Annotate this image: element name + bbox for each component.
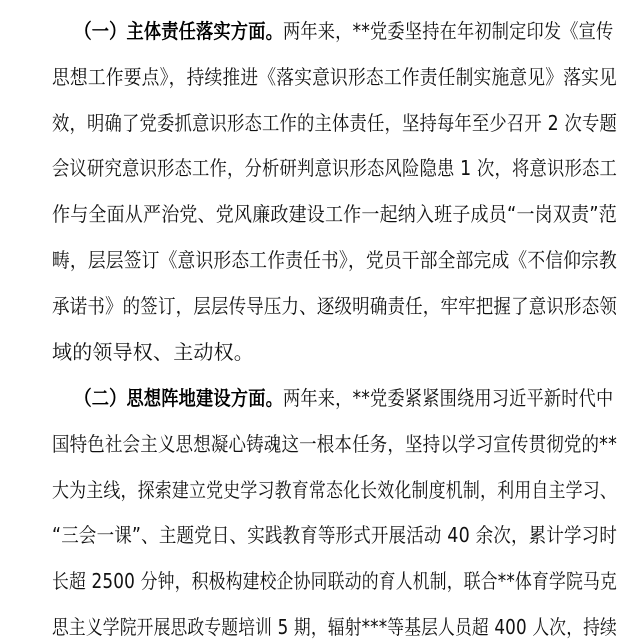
text-line: 承诺书》的签订，层层传导压力、逐级明确责任，牢牢把握了意识形态领 <box>52 293 618 318</box>
text-line: 效，明确了党委抓意识形态工作的主体责任，坚持每年至少召开 2 次专题 <box>52 110 617 135</box>
paragraph-main-responsibility <box>52 9 617 375</box>
text-line: 长超 2500 分钟，积极构建校企协同联动的育人机制，联合**体育学院马克 <box>52 569 617 594</box>
text-line: 思想工作要点》，持续推进《落实意识形态工作责任制实施意见》落实见 <box>52 64 618 89</box>
text-line: 会议研究意识形态工作，分析研判意识形态风险隐患 1 次，将意识形态工 <box>52 156 617 181</box>
text-line: 大为主线，探索建立党史学习教育常态化长效化制度机制，利用自主学习、 <box>52 477 618 502</box>
text-line: 两年来，**党委坚持在年初制定印发《宣传 <box>282 19 614 43</box>
text-line: 畴，层层签订《意识形态工作责任书》，党员干部全部完成《不信仰宗教 <box>52 247 618 272</box>
paragraph-first-line <box>52 376 614 422</box>
text-line: 两年来，**党委紧紧围绕用习近平新时代中 <box>282 386 614 410</box>
text-line: 作与全面从严治党、党风廉政建设工作一起纳入班子成员“一岗双责”范 <box>52 202 617 227</box>
paragraph-ideological-front <box>52 376 617 640</box>
text-line: “三会一课”、主题党日、实践教育等形式开展活动 40 余次，累计学习时 <box>52 523 618 548</box>
text-line: 思主义学院开展思政专题培训 5 期，辐射***等基层人员超 400 人次，持续 <box>52 614 617 639</box>
text-line: 国特色社会主义思想凝心铸魂这一根本任务，坚持以学习宣传贯彻党的** <box>52 431 618 456</box>
section-heading: （一）主体责任落实方面。 <box>74 19 283 43</box>
paragraph-first-line <box>52 9 614 55</box>
section-heading: （二）思想阵地建设方面。 <box>74 386 283 410</box>
text-line: 域的领导权、主动权。 <box>52 339 254 364</box>
